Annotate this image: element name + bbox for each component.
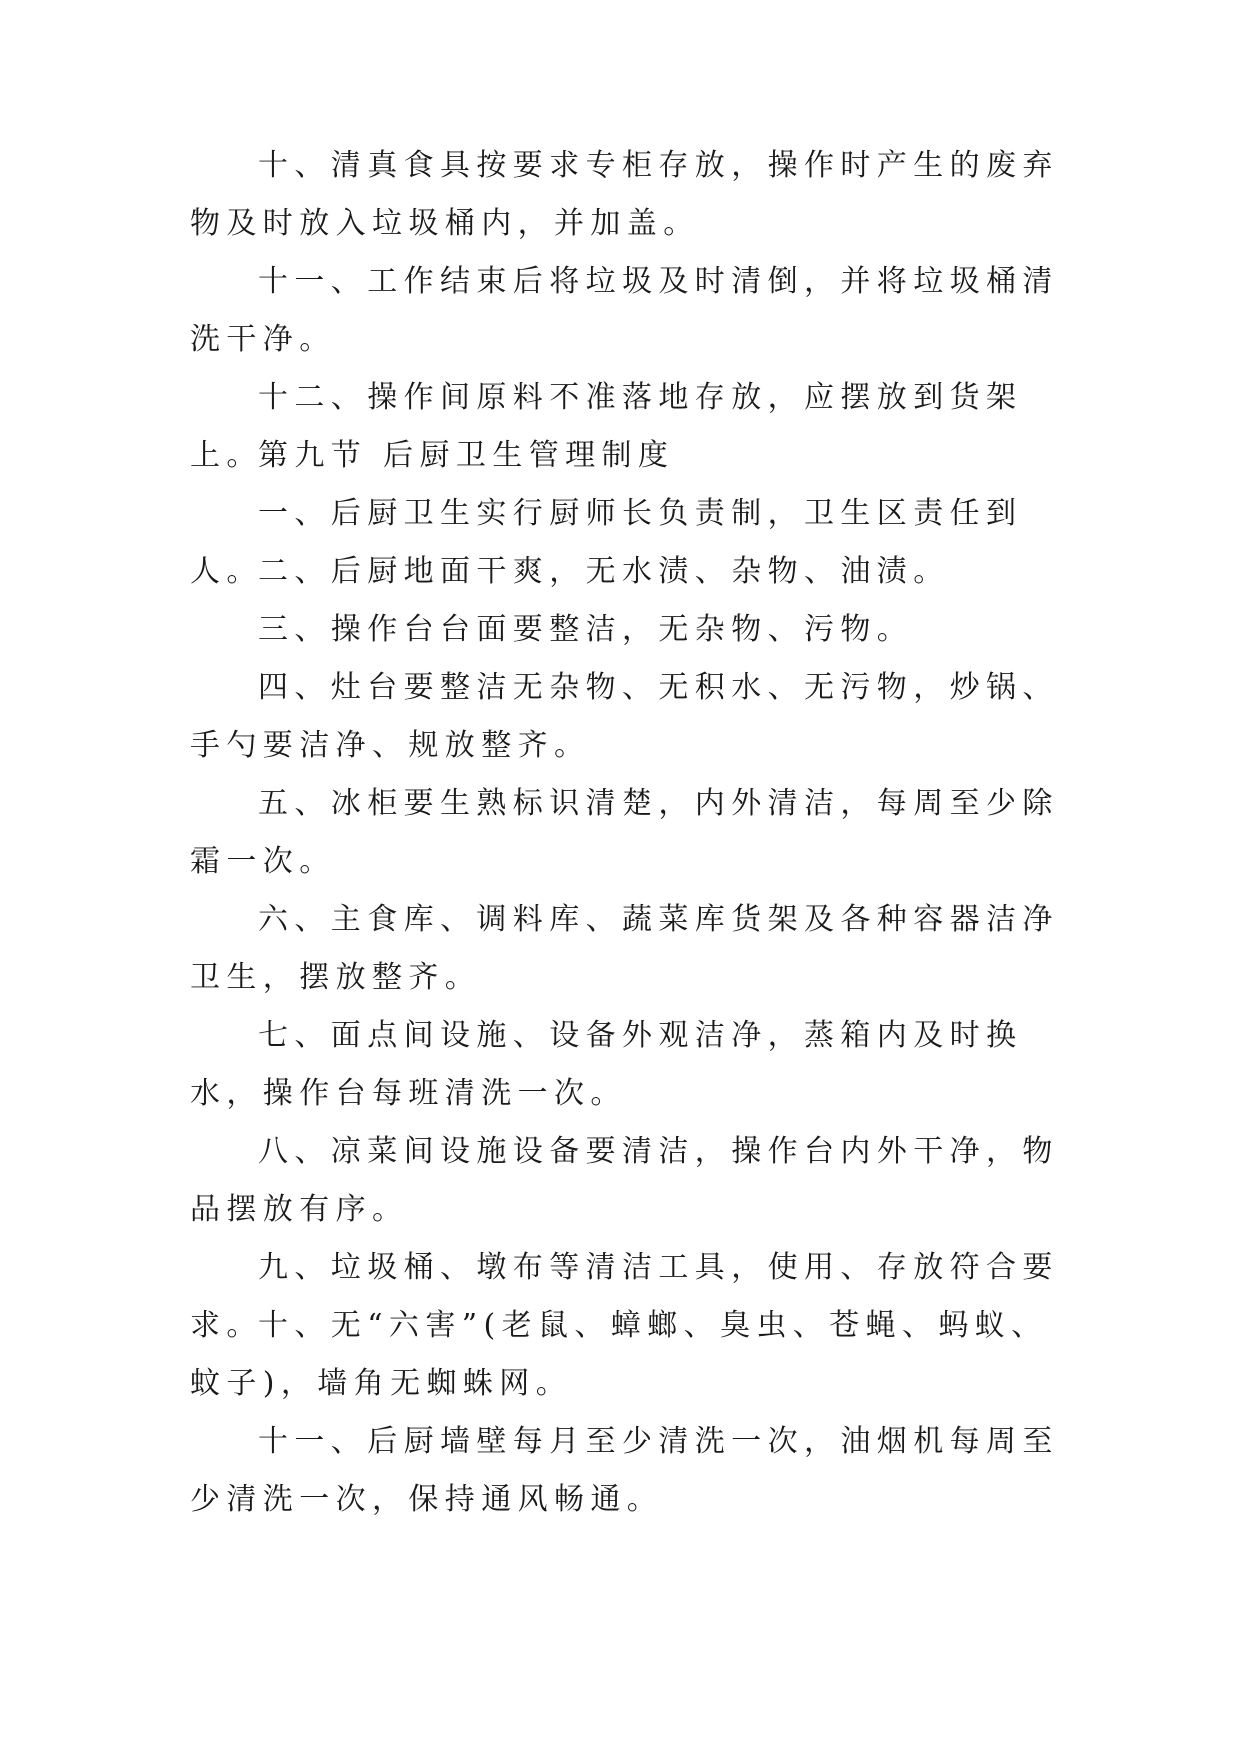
section-heading: 第九节 后厨卫生管理制度	[258, 438, 675, 473]
paragraph-item-1: 一、后厨卫生实行厨师长负责制，卫生区责任到人。	[190, 496, 1023, 589]
paragraph-item-11: 十一、后厨墙壁每月至少清洗一次，油烟机每周至少清洗一次，保持通风畅通。	[190, 1424, 1059, 1517]
paragraph-item-9: 九、垃圾桶、墩布等清洁工具，使用、存放符合要求。	[190, 1250, 1059, 1343]
paragraph-item-11-trash: 十一、工作结束后将垃圾及时清倒，并将垃圾桶清洗干净。	[190, 264, 1059, 357]
paragraph-item-12-storage: 十二、操作间原料不准落地存放，应摆放到货架上。	[190, 380, 1023, 473]
paragraph-item-10-halal: 十、清真食具按要求专柜存放，操作时产生的废弃物及时放入垃圾桶内，并加盖。	[190, 148, 1059, 241]
paragraph-item-7: 七、面点间设施、设备外观洁净，蒸箱内及时换水，操作台每班清洗一次。	[190, 1018, 1023, 1111]
paragraph-item-2: 二、后厨地面干爽，无水渍、杂物、油渍。	[258, 554, 950, 589]
paragraph-item-10: 十、无“六害”(老鼠、蟑螂、臭虫、苍蝇、蚂蚁、蚊子)，墙角无蜘蛛网。	[190, 1308, 1048, 1401]
paragraph-item-8: 八、凉菜间设施设备要清洁，操作台内外干净，物品摆放有序。	[190, 1134, 1059, 1227]
paragraph-item-3: 三、操作台台面要整洁，无杂物、污物。	[258, 612, 914, 647]
paragraph-item-4: 四、灶台要整洁无杂物、无积水、无污物，炒锅、手勺要洁净、规放整齐。	[190, 670, 1059, 763]
paragraph-item-6: 六、主食库、调料库、蔬菜库货架及各种容器洁净卫生，摆放整齐。	[190, 902, 1059, 995]
paragraph-item-5: 五、冰柜要生熟标识清楚，内外清洁，每周至少除霜一次。	[190, 786, 1059, 879]
